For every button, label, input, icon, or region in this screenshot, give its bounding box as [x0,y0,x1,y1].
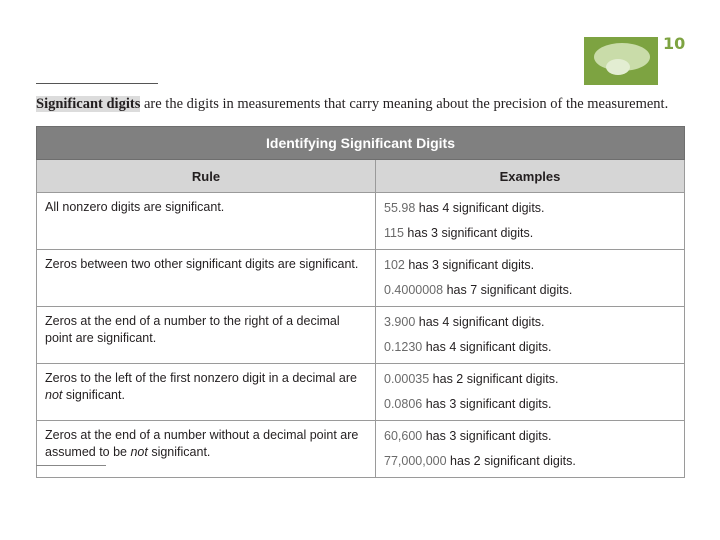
example-text: has 7 significant digits. [443,283,573,297]
examples-cell [376,421,685,478]
example-line [384,198,676,223]
example-line [384,369,676,394]
rule-cell [37,193,376,250]
rule-cell [37,307,376,364]
example-line [384,337,676,362]
example-text: has 3 significant digits. [404,258,535,272]
example-number: 0.4000008 [384,283,444,297]
example-line [384,223,676,248]
example-text: has 2 significant digits. [429,372,559,386]
rule-text: Zeros at the end of a number to the right of a decimal point are significant. [45,314,340,345]
example-text: has 4 significant digits. [422,340,552,354]
examples-cell [376,193,685,250]
rule-text: significant. [147,445,211,459]
intro-rest: are the digits in measurements that carry meaning about the precision of the measurement. [140,96,669,112]
example-number: 3.900 [384,315,416,329]
example-text: has 3 significant digits. [403,226,534,240]
rule-emphasis: not [130,445,148,459]
example-text: has 4 significant digits. [415,315,545,329]
rule-text: significant. [62,388,125,402]
example-line [384,451,676,476]
divider [36,465,106,466]
rule-cell [37,364,376,421]
example-line [384,394,676,419]
example-text: has 3 significant digits. [422,397,552,411]
column-header-examples: Examples [376,160,685,193]
table-row [37,307,685,364]
example-line [384,280,676,305]
sig-digits-table [36,126,685,478]
table-row [37,193,685,250]
logo-shape [606,59,630,75]
example-line [384,426,676,451]
rule-emphasis: not [45,388,63,402]
example-line [384,255,676,280]
example-number: 102 [384,258,405,272]
table-body [37,193,685,478]
intro-term: Significant digits [36,96,141,112]
rule-text: Zeros to the left of the first nonzero digit in a decimal are [45,371,357,385]
rule-cell [37,421,376,478]
example-line [384,312,676,337]
table-row [37,421,685,478]
rule-text: Zeros at the end of a number without a decimal point are assumed to be [45,428,359,459]
page-number: 10 [663,34,686,53]
example-number: 115 [384,226,404,240]
example-text: has 2 significant digits. [446,454,576,468]
examples-cell [376,250,685,307]
example-number: 0.1230 [384,340,423,354]
intro-text [36,96,696,113]
rule-cell [37,250,376,307]
rule-text: All nonzero digits are significant. [45,200,225,214]
examples-cell [376,307,685,364]
example-number: 0.0806 [384,397,423,411]
column-header-rule: Rule [37,160,376,193]
table-row [37,250,685,307]
example-number: 60,600 [384,429,423,443]
example-number: 0.00035 [384,372,430,386]
example-number: 55.98 [384,201,416,215]
table-title: Identifying Significant Digits [37,127,685,160]
examples-cell [376,364,685,421]
example-number: 77,000,000 [384,454,447,468]
slide-logo [584,37,658,85]
divider [36,83,158,84]
rule-text: Zeros between two other significant digits are significant. [45,257,359,271]
example-text: has 3 significant digits. [422,429,552,443]
table-row [37,364,685,421]
example-text: has 4 significant digits. [415,201,545,215]
